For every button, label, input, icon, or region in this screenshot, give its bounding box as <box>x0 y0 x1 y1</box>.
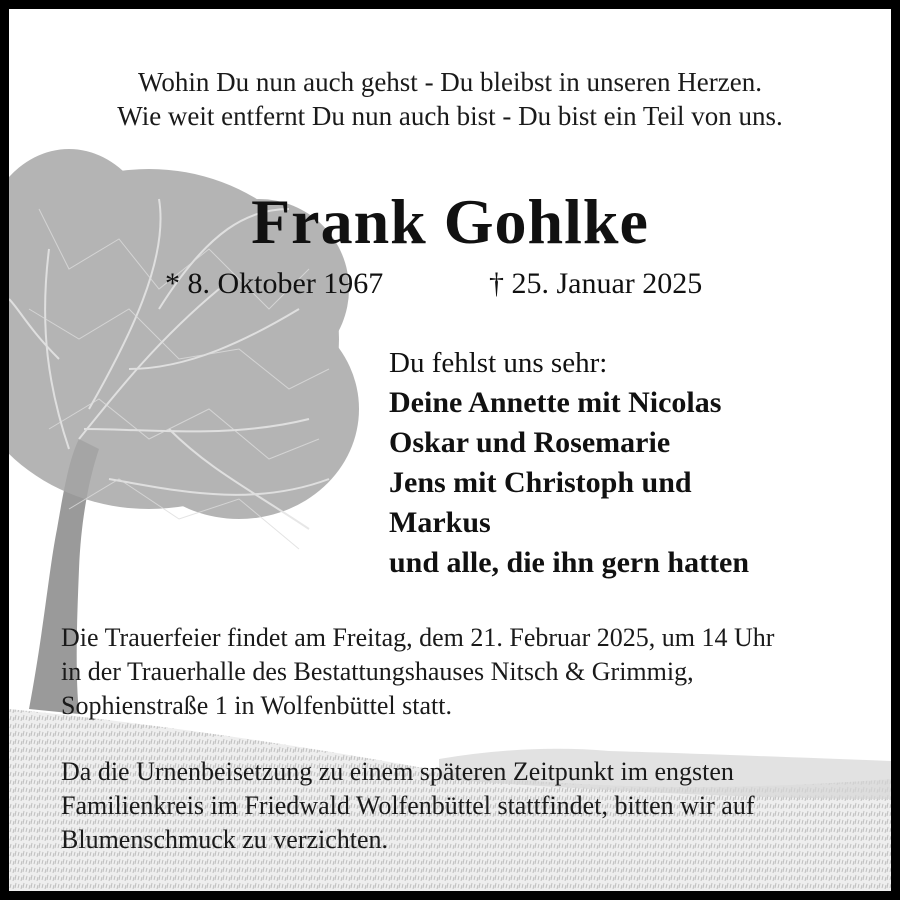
mourner-line: Jens mit Christoph und <box>389 466 692 499</box>
life-dates <box>9 267 891 303</box>
death-date: † 25. Januar 2025 <box>489 267 703 300</box>
funeral-info <box>61 621 851 723</box>
mourners-intro: Du fehlst uns sehr: <box>389 347 608 379</box>
mourners-block <box>389 343 869 583</box>
funeral-line: Sophienstraße 1 in Wolfenbüttel statt. <box>61 691 452 720</box>
motto-line-2: Wie weit entfernt Du nun auch bist - Du bist ein Teil von uns. <box>117 101 783 131</box>
burial-line: Familienkreis im Friedwald Wolfenbüttel stattfindet, bitten wir auf <box>61 791 755 820</box>
burial-info <box>61 755 851 857</box>
mourner-line: und alle, die ihn gern hatten <box>389 546 750 579</box>
mourner-line: Markus <box>389 506 491 539</box>
birth-date: * 8. Oktober 1967 <box>165 267 384 300</box>
funeral-line: Die Trauerfeier findet am Freitag, dem 21. Februar 2025, um 14 Uhr <box>61 623 775 652</box>
mourner-line: Oskar und Rosemarie <box>389 426 671 459</box>
burial-line: Da die Urnenbeisetzung zu einem späteren Zeitpunkt im engsten <box>61 757 734 786</box>
memorial-motto <box>9 65 891 133</box>
deceased-name: Frank Gohlke <box>251 186 649 257</box>
motto-line-1: Wohin Du nun auch gehst - Du bleibst in unseren Herzen. <box>138 67 762 97</box>
mourner-line: Deine Annette mit Nicolas <box>389 386 722 419</box>
burial-line: Blumenschmuck zu verzichten. <box>61 825 389 854</box>
notice-content <box>9 9 891 891</box>
funeral-line: in der Trauerhalle des Bestattungshauses Nitsch & Grimmig, <box>61 657 694 686</box>
